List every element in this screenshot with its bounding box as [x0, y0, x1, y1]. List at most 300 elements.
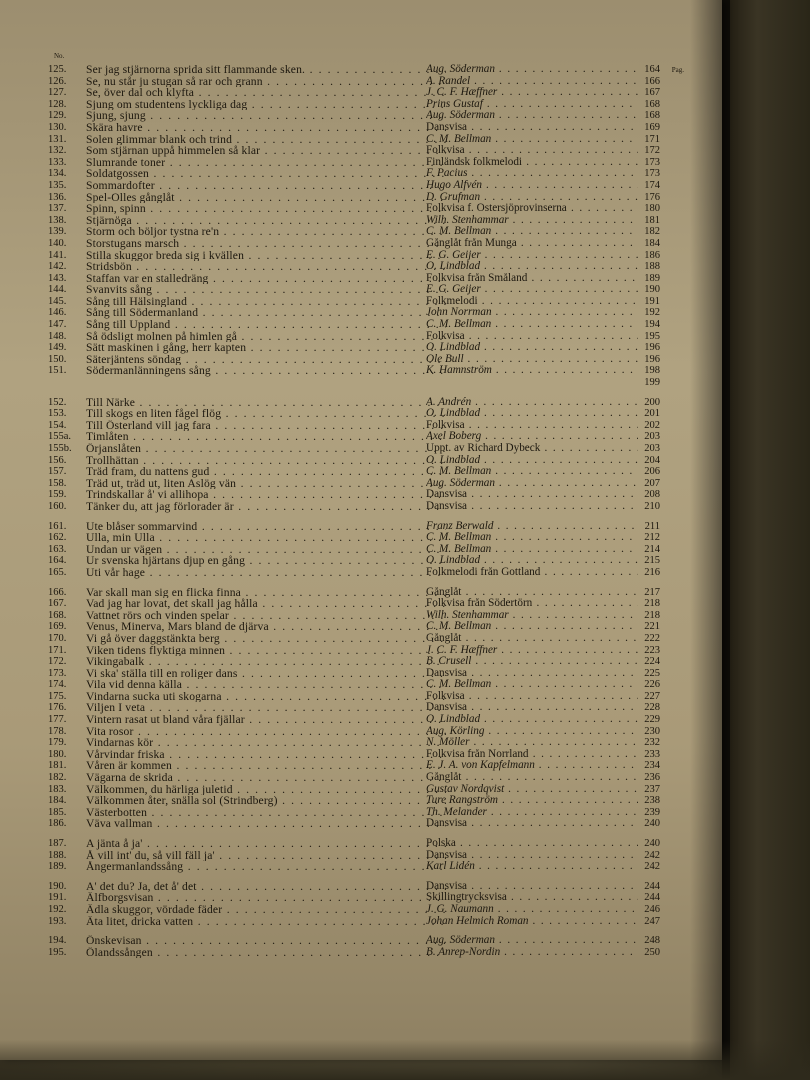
entry-source: Polska . . .: [426, 838, 638, 850]
entry-page-number: 192: [644, 307, 660, 319]
list-item: [48, 122, 698, 134]
entry-number: 168.: [48, 609, 67, 621]
list-item: [48, 478, 698, 490]
entry-page-number: 238: [644, 795, 660, 807]
entry-number: 180.: [48, 748, 67, 760]
entry-page-number: 216: [644, 566, 660, 578]
entry-title: Så ödsligt molnen på himlen gå . . .: [86, 331, 446, 343]
entry-title: Vi gå över daggstänkta berg . . .: [86, 633, 446, 645]
entry-source: Ole Bull . . .: [426, 354, 638, 366]
entry-page-number: 214: [644, 543, 660, 555]
entry-source: Gånglåt från Munga . . .: [426, 238, 638, 250]
entry-page-number: 244: [644, 880, 660, 892]
entry-number: 192.: [48, 903, 67, 915]
entry-number: 142.: [48, 261, 67, 273]
entry-page-number: 224: [644, 656, 660, 668]
entry-title: Till Österland vill jag fara . . .: [86, 420, 446, 432]
entry-source: D. Grufman . . .: [426, 192, 638, 204]
entry-source: Aug. Söderman . . .: [426, 935, 638, 947]
list-item: [48, 319, 698, 331]
entry-source: C. M. Bellman . . .: [426, 621, 638, 633]
entry-number: 146.: [48, 307, 67, 319]
entry-source: Folkmelodi . . .: [426, 296, 638, 308]
entry-source: E. G. Geijer . . .: [426, 284, 638, 296]
entry-source: Folkvisa från Norrland . . .: [426, 749, 638, 761]
list-item: [48, 466, 698, 478]
list-item: [48, 904, 698, 916]
entry-list: [48, 64, 698, 958]
list-item: [48, 861, 698, 873]
list-item: [48, 397, 698, 409]
section-gap: [48, 873, 698, 881]
entry-page-number: 171: [644, 133, 660, 145]
entry-title: Till skogs en liten fågel flög . . .: [86, 408, 446, 420]
list-item: [48, 567, 698, 579]
entry-title: Vindarna sucka uti skogarna . . .: [86, 691, 446, 703]
list-item: [48, 587, 698, 599]
entry-page-number: 196: [644, 353, 660, 365]
entry-source: C. M. Bellman . . .: [426, 226, 638, 238]
entry-source: Folkvisa f. Östersjöprovinserna . . .: [426, 203, 638, 215]
entry-number: 150.: [48, 353, 67, 365]
entry-source: E. G. Geijer . . .: [426, 250, 638, 262]
entry-title: Ser jag stjärnorna sprida sitt flammande sken. . . .: [86, 64, 446, 76]
entry-page-number: 237: [644, 783, 660, 795]
list-item: [48, 633, 698, 645]
entry-page-number: 173: [644, 156, 660, 168]
entry-source: Folkvisa . . .: [426, 145, 638, 157]
entry-page-number: 218: [644, 598, 660, 610]
entry-source: K. Hamnström . . .: [426, 365, 638, 377]
entry-title: Tänker du, att jag förlorader är . . .: [86, 501, 446, 513]
entry-number: 166.: [48, 586, 67, 598]
list-item: [48, 489, 698, 501]
list-item: [48, 760, 698, 772]
entry-number: 131.: [48, 133, 67, 145]
entry-source: Dansvisa . . .: [426, 818, 638, 830]
entry-title: Uti vår hage . . .: [86, 567, 446, 579]
entry-title: Södermanlänningens sång . . .: [86, 365, 446, 377]
entry-page-number: 233: [644, 748, 660, 760]
list-item: [48, 795, 698, 807]
entry-number: 174.: [48, 679, 67, 691]
list-item: [48, 134, 698, 146]
entry-title: Ur svenska hjärtans djup en gång . . .: [86, 555, 446, 567]
entry-number: 172.: [48, 656, 67, 668]
list-item: [48, 296, 698, 308]
entry-number: 140.: [48, 237, 67, 249]
entry-source: Gånglåt . . .: [426, 633, 638, 645]
entry-number: 162.: [48, 532, 67, 544]
list-item: [48, 532, 698, 544]
entry-source: C. M. Bellman . . .: [426, 466, 638, 478]
entry-source: Ture Rangström . . .: [426, 795, 638, 807]
entry-title: Trollhättan . . .: [86, 455, 446, 467]
entry-number: 188.: [48, 849, 67, 861]
list-item: [48, 145, 698, 157]
list-item: [48, 679, 698, 691]
entry-page-number: 212: [644, 532, 660, 544]
entry-page-number: 217: [644, 586, 660, 598]
entry-page-number: 199: [644, 377, 660, 389]
entry-title: Vindarnas kör . . .: [86, 737, 446, 749]
entry-source: F. Pacius . . .: [426, 168, 638, 180]
entry-title: Vila vid denna källa . . .: [86, 679, 446, 691]
list-item: [48, 168, 698, 180]
entry-source: O. Lindblad . . .: [426, 261, 638, 273]
entry-title: Vi ska' ställa till en roliger dans . . .: [86, 668, 446, 680]
list-item: [48, 749, 698, 761]
entry-page-number: 206: [644, 466, 660, 478]
entry-title: Säterjäntens söndag . . .: [86, 354, 446, 366]
entry-number: 156.: [48, 454, 67, 466]
list-item: [48, 87, 698, 99]
entry-number: 137.: [48, 203, 67, 215]
entry-source: Aug. Söderman . . .: [426, 64, 638, 76]
list-item: [48, 947, 698, 959]
list-item: [48, 180, 698, 192]
entry-number: 130.: [48, 121, 67, 133]
entry-source: Folkvisa . . .: [426, 691, 638, 703]
entry-title: Västerbotten . . .: [86, 807, 446, 819]
page-column-header: Pag.: [671, 66, 684, 74]
entry-number: 129.: [48, 110, 67, 122]
entry-title: Älfborgsvisan . . .: [86, 892, 446, 904]
entry-page-number: 166: [644, 75, 660, 87]
entry-number: 151.: [48, 365, 67, 377]
entry-page-number: 223: [644, 644, 660, 656]
entry-page-number: 208: [644, 489, 660, 501]
entry-number: 193.: [48, 915, 67, 927]
list-item: [48, 784, 698, 796]
entry-page-number: 180: [644, 203, 660, 215]
list-item: [48, 621, 698, 633]
entry-title: Ulla, min Ulla . . .: [86, 532, 446, 544]
entry-page-number: 167: [644, 87, 660, 99]
list-item: [48, 668, 698, 680]
entry-number: 138.: [48, 214, 67, 226]
entry-title: Slumrande toner . . .: [86, 157, 446, 169]
entry-source: A. Randel . . .: [426, 76, 638, 88]
entry-number: 148.: [48, 330, 67, 342]
entry-number: 176.: [48, 702, 67, 714]
book-cover-edge: [722, 0, 810, 1080]
list-item: [48, 261, 698, 273]
entry-page-number: 240: [644, 838, 660, 849]
entry-title: Sjung, sjung . . .: [86, 110, 446, 122]
list-item: [48, 342, 698, 354]
entry-page-number: 189: [644, 272, 660, 284]
entry-title: Undan ur vägen . . .: [86, 544, 446, 556]
entry-page-number: 191: [644, 295, 660, 307]
entry-source: Folkvisa . . .: [426, 420, 638, 432]
entry-number: 147.: [48, 319, 67, 331]
list-item: [48, 807, 698, 819]
entry-number: 170.: [48, 632, 67, 644]
list-item: [48, 377, 698, 389]
list-item: [48, 737, 698, 749]
entry-page-number: 242: [644, 849, 660, 861]
list-item: [48, 691, 698, 703]
entry-number: 165.: [48, 566, 67, 578]
entry-title: Skära havre . . .: [86, 122, 446, 134]
entry-page-number: 181: [644, 214, 660, 226]
entry-source: O. Lindblad . . .: [426, 555, 638, 567]
entry-number: 153.: [48, 408, 67, 420]
entry-number: 183.: [48, 783, 67, 795]
entry-title: Sjung om studentens lyckliga dag . . .: [86, 99, 446, 111]
entry-number: 190.: [48, 880, 67, 892]
entry-title: Staffan var en stalledräng . . .: [86, 273, 446, 285]
entry-number: 171.: [48, 644, 67, 656]
entry-source: B. Anrep-Nordin . . .: [426, 947, 638, 959]
list-item: [48, 443, 698, 455]
section-gap: [48, 389, 698, 397]
entry-title: Vintern rasat ut bland våra fjällar . . .: [86, 714, 446, 726]
entry-source: C. M. Bellman . . .: [426, 544, 638, 556]
entry-number: 163.: [48, 543, 67, 555]
entry-source: Johan Helmich Roman . . .: [426, 916, 638, 928]
entry-number: 135.: [48, 179, 67, 191]
entry-title: Stridsbön . . .: [86, 261, 446, 273]
list-item: [48, 726, 698, 738]
entry-number: 177.: [48, 714, 67, 726]
number-column-header: No.: [54, 52, 65, 60]
entry-title: Se, nu står ju stugan så rar och grann . . .: [86, 76, 446, 88]
list-item: [48, 521, 698, 533]
entry-number: 139.: [48, 226, 67, 238]
entry-source: Aug. Söderman . . .: [426, 478, 638, 490]
list-item: [48, 610, 698, 622]
entry-title: Ädla skuggor, vördade fäder . . .: [86, 904, 446, 916]
entry-page-number: 207: [644, 477, 660, 489]
entry-number: 143.: [48, 272, 67, 284]
entry-title: Sätt maskinen i gång, herr kapten . . .: [86, 342, 446, 354]
entry-number: 141.: [48, 249, 67, 261]
table-of-contents: [48, 52, 698, 958]
entry-number: 134.: [48, 168, 67, 180]
entry-number: 126.: [48, 75, 67, 87]
entry-title: Sång till Hälsingland . . .: [86, 296, 446, 308]
entry-page-number: 168: [644, 98, 660, 110]
entry-page-number: 218: [644, 609, 660, 621]
entry-page-number: 242: [644, 861, 660, 873]
entry-number: 175.: [48, 690, 67, 702]
entry-title: A' det du? Ja, det å' det . . .: [86, 881, 446, 893]
entry-number: 145.: [48, 295, 67, 307]
list-item: [48, 935, 698, 947]
entry-source: Dansvisa . . .: [426, 501, 638, 513]
entry-number: 128.: [48, 98, 67, 110]
list-item: [48, 307, 698, 319]
entry-title: Till Närke . . .: [86, 397, 446, 409]
list-item: [48, 192, 698, 204]
entry-title: Ute blåser sommarvind . . .: [86, 521, 446, 533]
entry-page-number: 182: [644, 226, 660, 238]
entry-title: Storstugans marsch . . .: [86, 238, 446, 250]
list-item: [48, 838, 698, 850]
entry-title: Sommardofter . . .: [86, 180, 446, 192]
entry-source: Hugo Alfvén . . .: [426, 180, 638, 192]
entry-page-number: 230: [644, 725, 660, 737]
entry-title: Spel-Olles gånglåt . . .: [86, 192, 446, 204]
entry-page-number: 173: [644, 168, 660, 180]
entry-source: John Norrman . . .: [426, 307, 638, 319]
section-gap: [48, 513, 698, 521]
entry-page-number: 234: [644, 760, 660, 772]
entry-source: J. C. F. Hæffner . . .: [426, 87, 638, 99]
entry-source: Folkvisa från Södertörn . . .: [426, 598, 638, 610]
entry-title: Önskevisan . . .: [86, 935, 446, 947]
entry-source: Th. Melander . . .: [426, 807, 638, 819]
list-item: [48, 544, 698, 556]
list-item: [48, 850, 698, 862]
entry-page-number: 172: [644, 145, 660, 157]
entry-page-number: 244: [644, 892, 660, 904]
section-gap: [48, 579, 698, 587]
entry-number: 164.: [48, 555, 67, 567]
entry-title: Välkommen åter, snälla sol (Strindberg) . . .: [86, 795, 446, 807]
entry-source: Aug. Körling . . .: [426, 726, 638, 738]
entry-source: J. G. Naumann . . .: [426, 904, 638, 916]
entry-number: 159.: [48, 489, 67, 501]
list-item: [48, 354, 698, 366]
entry-page-number: 210: [644, 500, 660, 512]
entry-number: 169.: [48, 621, 67, 633]
entry-page-number: 240: [644, 818, 660, 830]
entry-title: Ölandssången . . .: [86, 947, 446, 959]
list-item: [48, 645, 698, 657]
entry-title: Äta litet, dricka vatten . . .: [86, 916, 446, 928]
list-item: [48, 772, 698, 784]
entry-number: 173.: [48, 667, 67, 679]
entry-title: Timlåten . . .: [86, 431, 446, 443]
entry-title: Stilla skuggor breda sig i kvällen . . .: [86, 250, 446, 262]
entry-page-number: 168: [644, 110, 660, 122]
entry-number: 157.: [48, 466, 67, 478]
entry-number: 179.: [48, 737, 67, 749]
entry-number: 186.: [48, 818, 67, 830]
entry-title: Å vill int' du, så vill fäll ja' . . .: [86, 850, 446, 862]
list-item: [48, 284, 698, 296]
entry-source: Dansvisa . . .: [426, 668, 638, 680]
entry-page-number: 203: [644, 443, 660, 454]
entry-page-number: 174: [644, 179, 660, 191]
entry-page-number: 246: [644, 903, 660, 915]
entry-title: Som stjärnan uppå himmelen så klar . . .: [86, 145, 446, 157]
list-item: [48, 64, 698, 76]
entry-page-number: 198: [644, 365, 660, 377]
entry-source: Folkvisa . . .: [426, 331, 638, 343]
entry-title: Viken tidens flyktiga minnen . . .: [86, 645, 446, 657]
entry-number: 184.: [48, 795, 67, 807]
list-item: [48, 226, 698, 238]
entry-number: 167.: [48, 598, 67, 610]
entry-page-number: 169: [644, 121, 660, 133]
entry-source: Axel Boberg . . .: [426, 431, 638, 443]
list-item: [48, 157, 698, 169]
entry-source: Gustav Nordqvist . . .: [426, 784, 638, 796]
entry-number: 144.: [48, 284, 67, 296]
entry-number: 158.: [48, 477, 67, 489]
entry-source: Finländsk folkmelodi . . .: [426, 157, 638, 169]
entry-page-number: 248: [644, 935, 660, 947]
entry-page-number: 176: [644, 191, 660, 203]
list-item: [48, 110, 698, 122]
list-item: [48, 238, 698, 250]
list-item: [48, 501, 698, 513]
entry-number: 194.: [48, 935, 67, 947]
list-item: [48, 331, 698, 343]
entry-number: 155b.: [48, 443, 72, 454]
entry-source: O. Lindblad . . .: [426, 714, 638, 726]
entry-page-number: 186: [644, 249, 660, 261]
list-item: [48, 455, 698, 467]
entry-number: 154.: [48, 419, 67, 431]
entry-source: Gånglåt . . .: [426, 772, 638, 784]
entry-title: Örjanslåten . . .: [86, 443, 446, 455]
list-item: [48, 714, 698, 726]
entry-title: Spinn, spinn . . .: [86, 203, 446, 215]
entry-number: 187.: [48, 838, 67, 849]
entry-page-number: 164: [644, 64, 660, 75]
entry-source: O. Lindblad . . .: [426, 455, 638, 467]
entry-page-number: 184: [644, 237, 660, 249]
entry-page-number: 190: [644, 284, 660, 296]
entry-source: C. M. Bellman . . .: [426, 532, 638, 544]
entry-number: 185.: [48, 806, 67, 818]
entry-title: Trindskallar å' vi allihopa . . .: [86, 489, 446, 501]
entry-number: 149.: [48, 342, 67, 354]
entry-source: C. M. Bellman . . .: [426, 679, 638, 691]
entry-source: Karl Lidén . . .: [426, 861, 638, 873]
entry-title: Viljen I veta . . .: [86, 702, 446, 714]
entry-page-number: 202: [644, 419, 660, 431]
entry-page-number: 215: [644, 555, 660, 567]
entry-page-number: 200: [644, 396, 660, 408]
entry-source: Wilh. Stenhammar . . .: [426, 215, 638, 227]
entry-source: C. M. Bellman . . .: [426, 134, 638, 146]
entry-source: Dansvisa . . .: [426, 850, 638, 862]
entry-title: Ångermanlandssång . . .: [86, 861, 446, 873]
entry-title: Storm och böljor tystna re'n . . .: [86, 226, 446, 238]
entry-page-number: 211: [644, 520, 660, 532]
entry-title: Sång till Södermanland . . .: [86, 307, 446, 319]
entry-number: 191.: [48, 892, 67, 904]
entry-source: Folkmelodi från Gottland . . .: [426, 567, 638, 579]
bottom-shadow: [0, 1040, 810, 1080]
entry-title: Våren är kommen . . .: [86, 760, 446, 772]
entry-title: Vikingabalk . . .: [86, 656, 446, 668]
entry-page-number: 226: [644, 679, 660, 691]
list-item: [48, 203, 698, 215]
entry-page-number: 204: [644, 454, 660, 466]
entry-source: Dansvisa . . .: [426, 702, 638, 714]
entry-page-number: 232: [644, 737, 660, 749]
entry-page-number: 222: [644, 632, 660, 644]
entry-source: C. M. Bellman . . .: [426, 319, 638, 331]
list-item: [48, 99, 698, 111]
list-item: [48, 818, 698, 830]
entry-number: 195.: [48, 946, 67, 958]
list-item: [48, 365, 698, 377]
entry-page-number: 188: [644, 261, 660, 273]
list-item: [48, 881, 698, 893]
list-item: [48, 555, 698, 567]
entry-title: Vårvindar friska . . .: [86, 749, 446, 761]
entry-source: Dansvisa . . .: [426, 122, 638, 134]
entry-source: Dansvisa . . .: [426, 881, 638, 893]
